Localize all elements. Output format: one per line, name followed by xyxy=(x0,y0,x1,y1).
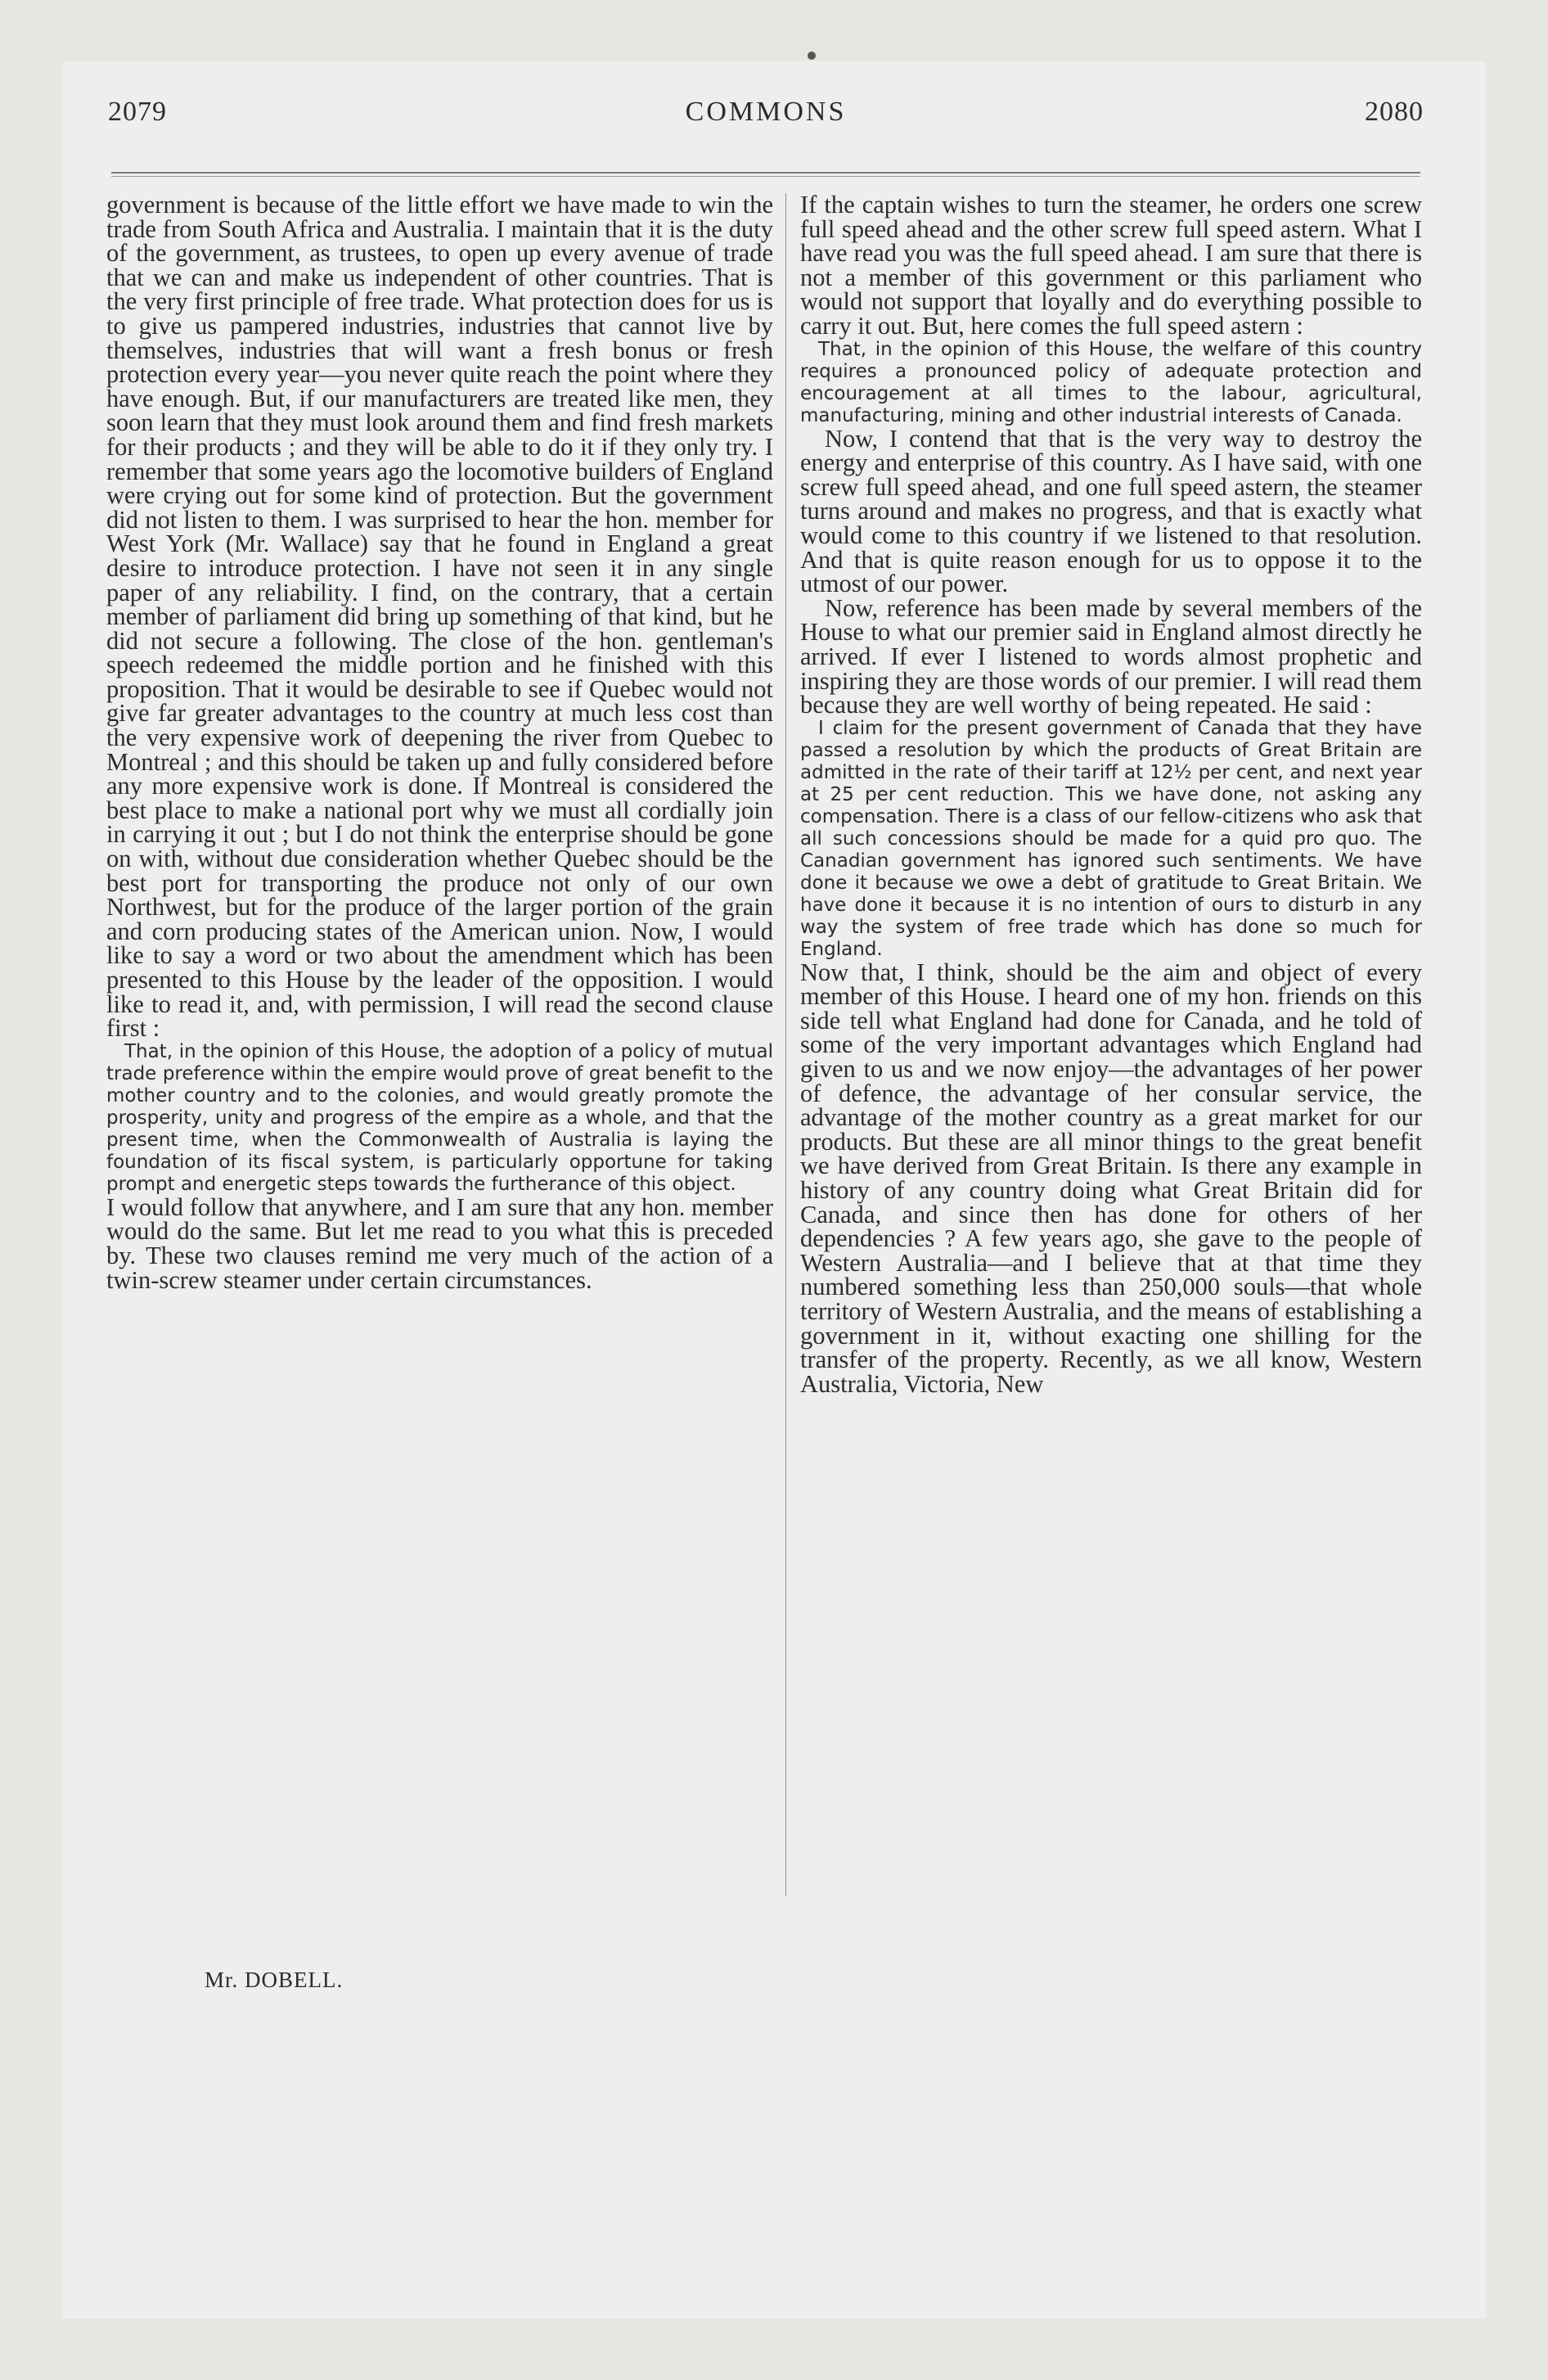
right-paragraph-2: Now, I contend that that is the very way to destroy the energy and enterprise of this country. As I have said, with one screw full speed ahead, and one full speed astern, the steamer turns around and makes no progress, and that is exactly what would come to this country if we listened to that resolution. And that is quite reason enough for us to oppose it to the utmost of our power. xyxy=(800,424,1422,598)
right-paragraph-3: Now, reference has been made by several members of the House to what our premier said in England almost directly he arrived. If ever I listened to words almost prophetic and inspiring they are those words of our premier. I will read them because they are well worthy of being repeated. He said : xyxy=(800,593,1422,719)
left-paragraph-2: I would follow that anywhere, and I am sure that any hon. member would do the same. But let me read to you what this is preceded by. These two clauses remind me very much of the action of a twin-screw steamer under certain circumstances. xyxy=(106,1192,773,1294)
right-paragraph-4: Now that, I think, should be the aim and object of every member of this House. I heard one of my hon. friends on this side tell what England had done for Canada, and he told of some of the very important advantages which England had given to us and we now enjoy—the advantages of her power of defence, the advantage of her consular service, the advantage of the mother country as a great market for our products. But these are all minor things to the great benefit we have derived from Great Britain. Is there any example in history of any country doing what Great Britain did for Canada, and since then has done for others of her dependencies ? A few years ago, she gave to the people of Western Australia—and I believe that at that time they numbered something less than 250,000 souls—that whole territory of Western Australia, and the means of establishing a government in it, without exacting one shilling for the transfer of the property. Recently, as we all know, Western Australia, Victoria, New xyxy=(800,958,1422,1398)
column-divider xyxy=(785,193,786,1895)
running-title: COMMONS xyxy=(685,97,847,127)
right-paragraph-1: If the captain wishes to turn the steamer, he orders one screw full speed ahead and the other screw full speed astern. What I have read you was the full speed ahead. I am sure that there is not a member of this government or this parliament who would not support that loyally and do everything possible to carry it out. But, here comes the full speed astern : xyxy=(800,191,1422,340)
left-quote-1: That, in the opinion of this House, the adoption of a policy of mutual trade preference within the empire would prove of great benefit to the mother country and to the colonies, and would greatly promote the prosperity, unity and progress of the empire as a whole, and that the present time, when the Commonwealth of Australia is laying the foundation of its fiscal system, is particularly opportune for taking prompt and energetic steps towards the furtherance of this object. xyxy=(106,1040,773,1195)
bullet-mark xyxy=(808,52,816,60)
right-quote-1: That, in the opinion of this House, the welfare of this country requires a pronounced policy of adequate protection and encouragement at all times to the labour, agricultural, manufacturing, mining and other industrial interests of Canada. xyxy=(800,338,1422,426)
left-column xyxy=(106,193,773,1292)
right-quote-2: I claim for the present government of Canada that they have passed a resolution by which the products of Great Britain are admitted in the rate of their tariff at 12½ per cent, and next year at 25 per cent reduction. This we have done, not asking any compensation. There is a class of our fellow-citizens who ask that all such concessions should be made for a quid pro quo. The Canadian government has ignored such sentiments. We have done it because we owe a debt of gratitude to Great Britain. We have done it because it is no intention of ours to disturb in any way the system of free trade which has done so much for England. xyxy=(800,717,1422,960)
page-header xyxy=(108,97,1424,170)
page-number-left: 2079 xyxy=(108,97,167,127)
speaker-footer: Mr. DOBELL. xyxy=(205,1968,344,1992)
right-column xyxy=(800,193,1422,1396)
page-number-right: 2080 xyxy=(1365,97,1424,127)
header-rule xyxy=(111,172,1420,177)
left-paragraph-1: government is because of the little effort we have made to win the trade from South Africa and Australia. I maintain that it is the duty of the government, as trustees, to open up every avenue of trade that we can and make us independent of other countries. That is the very first principle of free trade. What protection does for us is to give us pampered industries, industries that cannot live by themselves, industries that will want a fresh bonus or fresh protection every year—you never quite reach the point where they have enough. But, if our manufacturers are treated like men, they soon learn that they must look around them and find fresh markets for their products ; and they will be able to do it if they only try. I remember that some years ago the locomotive builders of England were crying out for some kind of protection. But the government did not listen to them. I was surprised to hear the hon. member for West York (Mr. Wallace) say that he found in England a great desire to introduce protection. I have not seen it in any single paper of any reliability. I find, on the contrary, that a certain member of parliament did bring up something of that kind, but he did not secure a following. The close of the hon. gentleman's speech redeemed the middle portion and he finished with this proposition. That it would be desirable to see if Quebec would not give far greater advantages to the country at much less cost than the very expensive work of deepening the river from Quebec to Montreal ; and this should be taken up and fully considered before any more expensive work is done. If Montreal is considered the best place to make a national port why we must all cordially join in carrying it out ; but I do not think the enterprise should be gone on with, without due consideration whether Quebec should be the best port for transporting the produce not only of our own Northwest, but for the produce of the larger portion of the grain and corn producing states of the American union. Now, I would like to say a word or two about the amendment which has been presented to this House by the leader of the opposition. I would like to read it, and, with permission, I will read the second clause first : xyxy=(106,191,773,1043)
